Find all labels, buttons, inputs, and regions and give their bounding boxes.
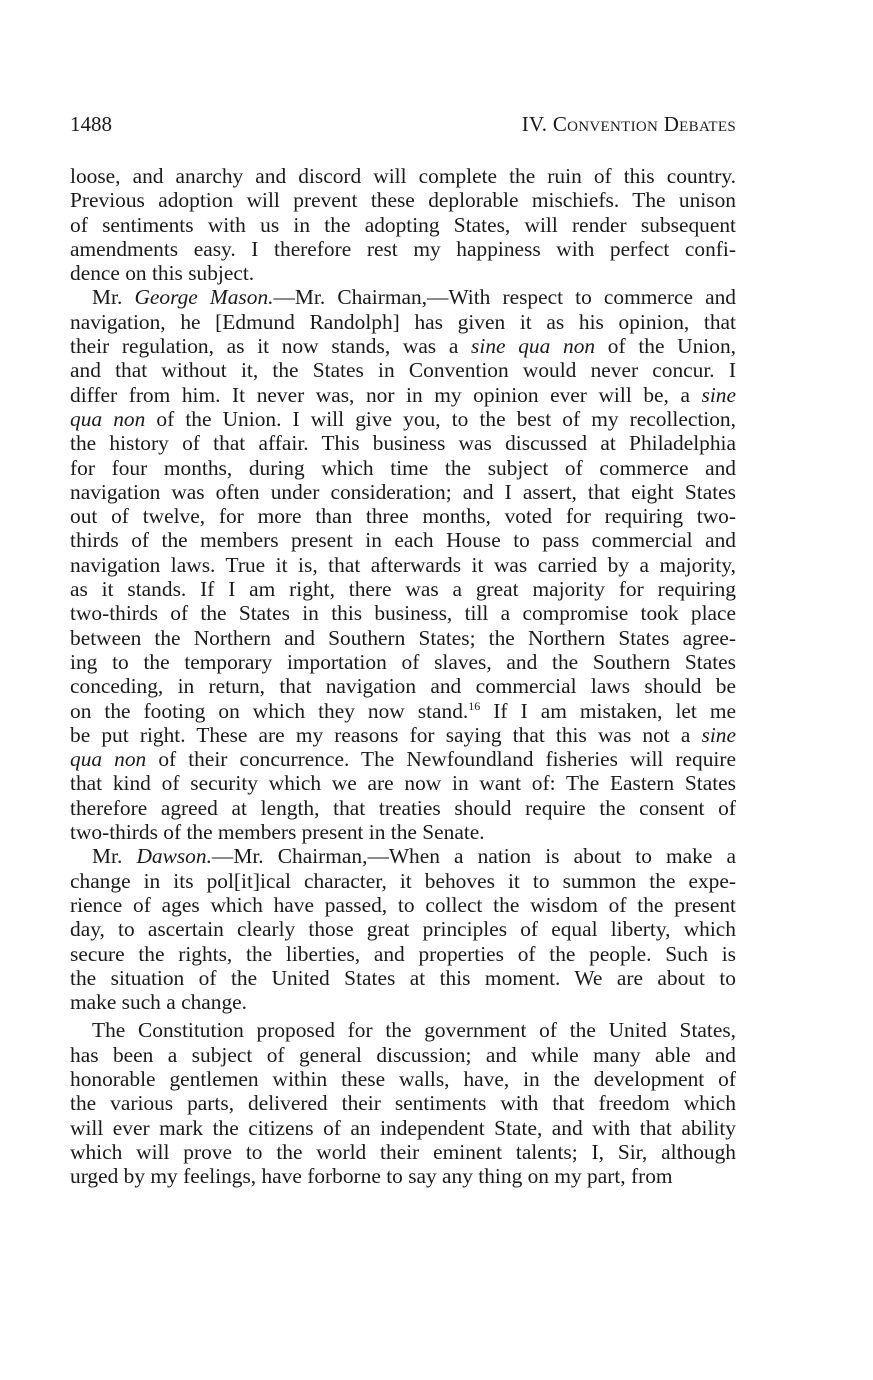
- text-line: two-thirds of the members present in the Senate.: [70, 820, 485, 845]
- paragraph: [70, 844, 736, 1014]
- text-line: has been a subject of general discussion; and while many able and: [70, 1042, 736, 1067]
- body-text: [70, 164, 736, 1188]
- text-line: urged by my feelings, have forborne to say any thing on my part, from: [70, 1164, 673, 1189]
- text-line: navigation was often under consideration; and I assert, that eight States: [70, 479, 736, 504]
- text-line: amendments easy. I therefore rest my happiness with perfect confi-: [70, 236, 736, 261]
- text-line: that kind of security which we are now in want of: The Eastern States: [70, 771, 736, 796]
- text-line: make such a change.: [70, 990, 247, 1015]
- text-line: dence on this subject.: [70, 261, 255, 286]
- speaker-name: George Mason.: [134, 285, 274, 310]
- page-number: 1488: [70, 112, 112, 136]
- text-line: and that without it, the States in Convention would never concur. I: [70, 358, 736, 383]
- text-line: of sentiments with us in the adopting States, will render subsequent: [70, 212, 736, 237]
- text-line: change in its pol[it]ical character, it behoves it to summon the expe-: [70, 868, 736, 893]
- text-line: secure the rights, the liberties, and properties of the people. Such is: [70, 941, 736, 966]
- paragraph: [70, 285, 736, 844]
- text-line: rience of ages which have passed, to collect the wisdom of the present: [70, 892, 736, 917]
- text-line: the history of that affair. This business was discussed at Philadelphia: [70, 431, 736, 456]
- paragraph: [70, 164, 736, 285]
- text-line: between the Northern and Southern States; the Northern States agree-: [70, 625, 736, 650]
- text-line: as it stands. If I am right, there was a great majority for requiring: [70, 577, 736, 602]
- section-title: [522, 112, 736, 137]
- text-line: day, to ascertain clearly those great principles of equal liberty, which: [70, 917, 736, 942]
- text-line: which will prove to the world their eminent talents; I, Sir, although: [70, 1139, 736, 1164]
- text-line: on the footing on which they now stand.$^{16}$ If I am mistaken, let me: [70, 698, 736, 723]
- text-line: honorable gentlemen within these walls, have, in the development of: [70, 1066, 736, 1091]
- paragraph: [70, 1018, 736, 1188]
- page: [70, 112, 736, 1188]
- section-title-text: Convention Debates: [552, 112, 736, 136]
- text-line: be put right. These are my reasons for saying that this was not a sine: [70, 722, 736, 747]
- speaker-name: Dawson.: [136, 844, 212, 869]
- text-line: Previous adoption will prevent these deplorable mischiefs. The unison: [70, 188, 736, 213]
- text-line: two-thirds of the States in this business, till a compromise took place: [70, 601, 736, 626]
- running-head: [70, 112, 736, 164]
- text-line: Mr. George Mason.—Mr. Chairman,—With respect to commerce and: [92, 285, 736, 310]
- section-title-prefix: IV.: [521, 112, 553, 136]
- text-line: navigation laws. True it is, that afterwards it was carried by a majority,: [70, 552, 736, 577]
- text-line: thirds of the members present in each House to pass commercial and: [70, 528, 736, 553]
- text-line: differ from him. It never was, nor in my opinion ever will be, a sine: [70, 382, 736, 407]
- text-line: therefore agreed at length, that treaties should require the consent of: [70, 795, 736, 820]
- text-line: The Constitution proposed for the government of the United States,: [92, 1018, 736, 1043]
- text-line: out of twelve, for more than three months, voted for requiring two-: [70, 504, 736, 529]
- text-line: the situation of the United States at this moment. We are about to: [70, 965, 736, 990]
- text-line: will ever mark the citizens of an independent State, and with that ability: [70, 1115, 736, 1140]
- text-line: qua non of the Union. I will give you, to the best of my recollection,: [70, 406, 736, 431]
- text-line: for four months, during which time the subject of commerce and: [70, 455, 736, 480]
- text-line: conceding, in return, that navigation and commercial laws should be: [70, 674, 736, 699]
- text-line: loose, and anarchy and discord will complete the ruin of this country.: [70, 164, 736, 188]
- text-line: their regulation, as it now stands, was a sine qua non of the Union,: [70, 334, 736, 359]
- text-line: navigation, he [Edmund Randolph] has given it as his opinion, that: [70, 309, 736, 334]
- text-line: Mr. Dawson.—Mr. Chairman,—When a nation is about to make a: [92, 844, 736, 869]
- text-line: qua non of their concurrence. The Newfoundland fisheries will require: [70, 747, 736, 772]
- text-line: ing to the temporary importation of slaves, and the Southern States: [70, 649, 736, 674]
- text-line: the various parts, delivered their sentiments with that freedom which: [70, 1091, 736, 1116]
